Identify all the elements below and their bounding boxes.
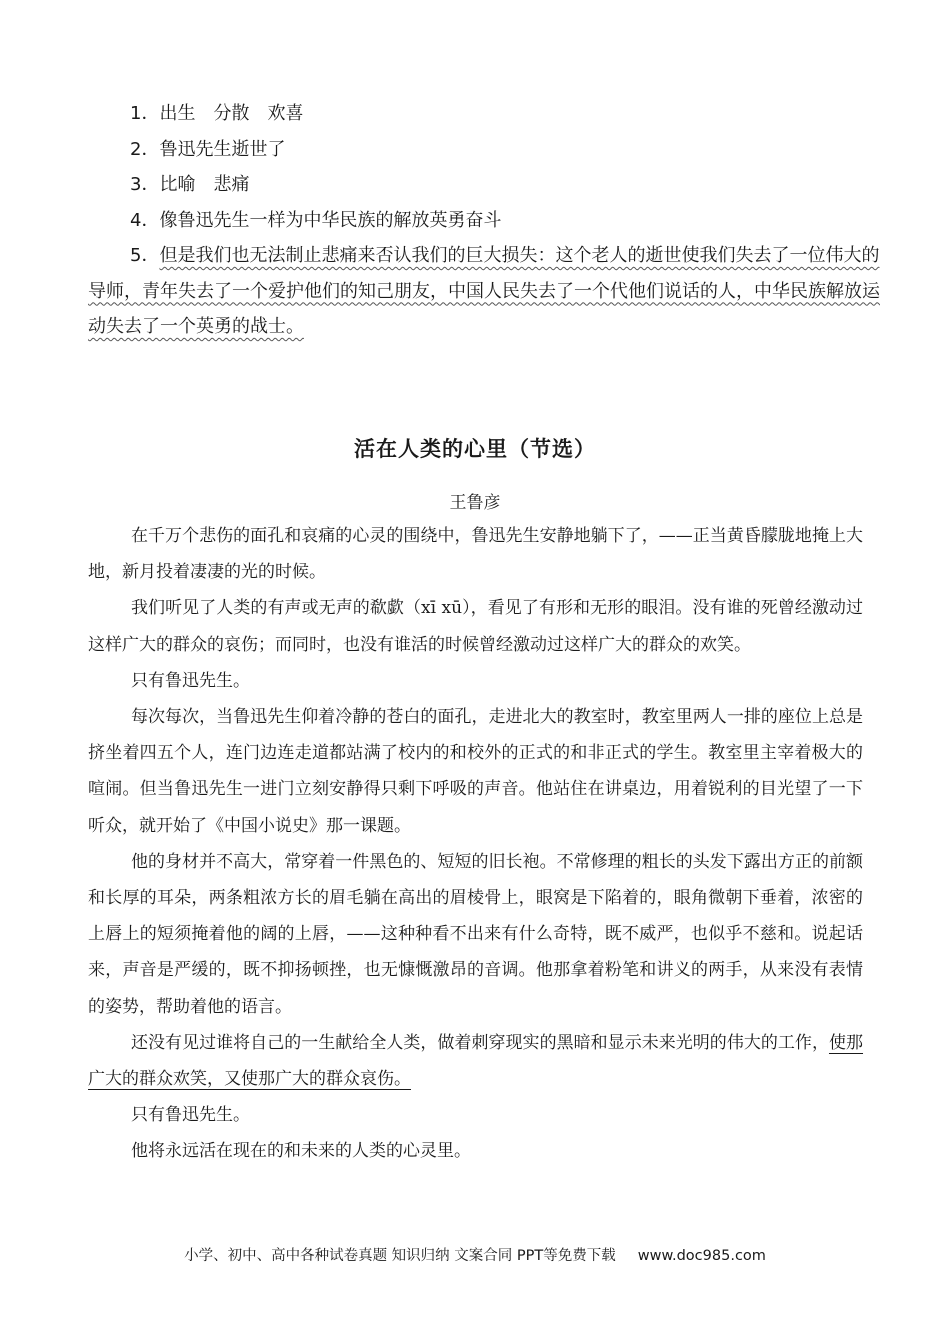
paragraph: 只有鲁迅先生。: [131, 1105, 250, 1126]
article-body: [88, 518, 863, 1170]
answer-item-4: [88, 203, 888, 239]
answer-number: 2．: [130, 138, 160, 160]
paragraph-text: 还没有见过谁将自己的一生献给全人类，做着刺穿现实的黑暗和显示未来光明的伟大的工作，: [131, 1032, 829, 1053]
answer-text-wavy-underlined: 但是我们也无法制止悲痛来否认我们的巨大损失：这个老人的逝世使我们失去了一位伟大的导师，青年失去了一个爱护他们的知己朋友，中国人民失去了一个代他们说话的人，中华民族解放运动失去了一个英勇的战士。: [88, 245, 880, 337]
paragraph: [88, 1025, 863, 1097]
answer-item-1: [88, 96, 888, 132]
paragraph: 他将永远活在现在的和未来的人类的心灵里。: [131, 1141, 471, 1162]
paragraph: 我们听见了人类的有声或无声的欷歔（xī xū），看见了有形和无形的眼泪。没有谁的死曾经激动过这样广大的群众的哀伤；而同时，也没有谁活的时候曾经激动过这样广大的群众的欢笑。: [88, 598, 863, 655]
article-title: 活在人类的心里（节选）: [354, 437, 596, 461]
answer-text: 出生 分散 欢喜: [159, 103, 304, 124]
answer-item-3: [88, 167, 888, 203]
footer-text: 小学、初中、高中各种试卷真题 知识归纳 文案合同 PPT等免费下载: [184, 1248, 616, 1264]
page-footer: [0, 1244, 950, 1265]
answer-text: 鲁迅先生逝世了: [159, 138, 286, 160]
answer-item-2: [88, 132, 888, 168]
paragraph: 在千万个悲伤的面孔和哀痛的心灵的围绕中，鲁迅先生安静地躺下了，——正当黄昏朦胧地掩上大地，新月投着凄凄的光的时候。: [88, 526, 863, 583]
answer-number: 4．: [130, 209, 160, 231]
footer-site: www.doc985.com: [637, 1248, 766, 1264]
paragraph: 只有鲁迅先生。: [131, 670, 250, 691]
underlined-sentence: 使那广大的群众欢笑，又使那广大的群众哀伤。: [88, 1032, 864, 1090]
paragraph: 每次每次，当鲁迅先生仰着冷静的苍白的面孔，走进北大的教室时，教室里两人一排的座位上总是挤坐着四五个人，连门边连走道都站满了校内的和校外的正式的和非正式的学生。教室里主宰着极大的喧闹。但当鲁迅先生一进门立刻安静得只剩下呼吸的声音。他站住在讲桌边，用着锐利的目光望了一下听众，就开始了《中国小说史》那一课题。: [88, 707, 863, 836]
answer-item-5: [88, 238, 888, 345]
answer-text: 比喻 悲痛: [159, 174, 250, 195]
answer-text: 像鲁迅先生一样为中华民族的解放英勇奋斗: [159, 209, 502, 231]
answer-list: [88, 96, 888, 345]
answer-number: 5．: [130, 245, 160, 266]
paragraph: 他的身材并不高大，常穿着一件黑色的、短短的旧长袍。不常修理的粗长的头发下露出方正的前额和长厚的耳朵，两条粗浓方长的眉毛躺在高出的眉棱骨上，眼窝是下陷着的，眼角微朝下垂着，浓密的上唇上的短须掩着他的阔的上唇，——这种种看不出来有什么奇特，既不威严，也似乎不慈和。说起话来，声音是严缓的，既不抑扬顿挫，也无慷慨激昂的音调。他那拿着粉笔和讲义的两手，从来没有表情的姿势，帮助着他的语言。: [88, 851, 863, 1017]
article-author: 王鲁彦: [449, 493, 501, 513]
answer-number: 3．: [130, 174, 160, 195]
answer-number: 1．: [130, 103, 160, 124]
